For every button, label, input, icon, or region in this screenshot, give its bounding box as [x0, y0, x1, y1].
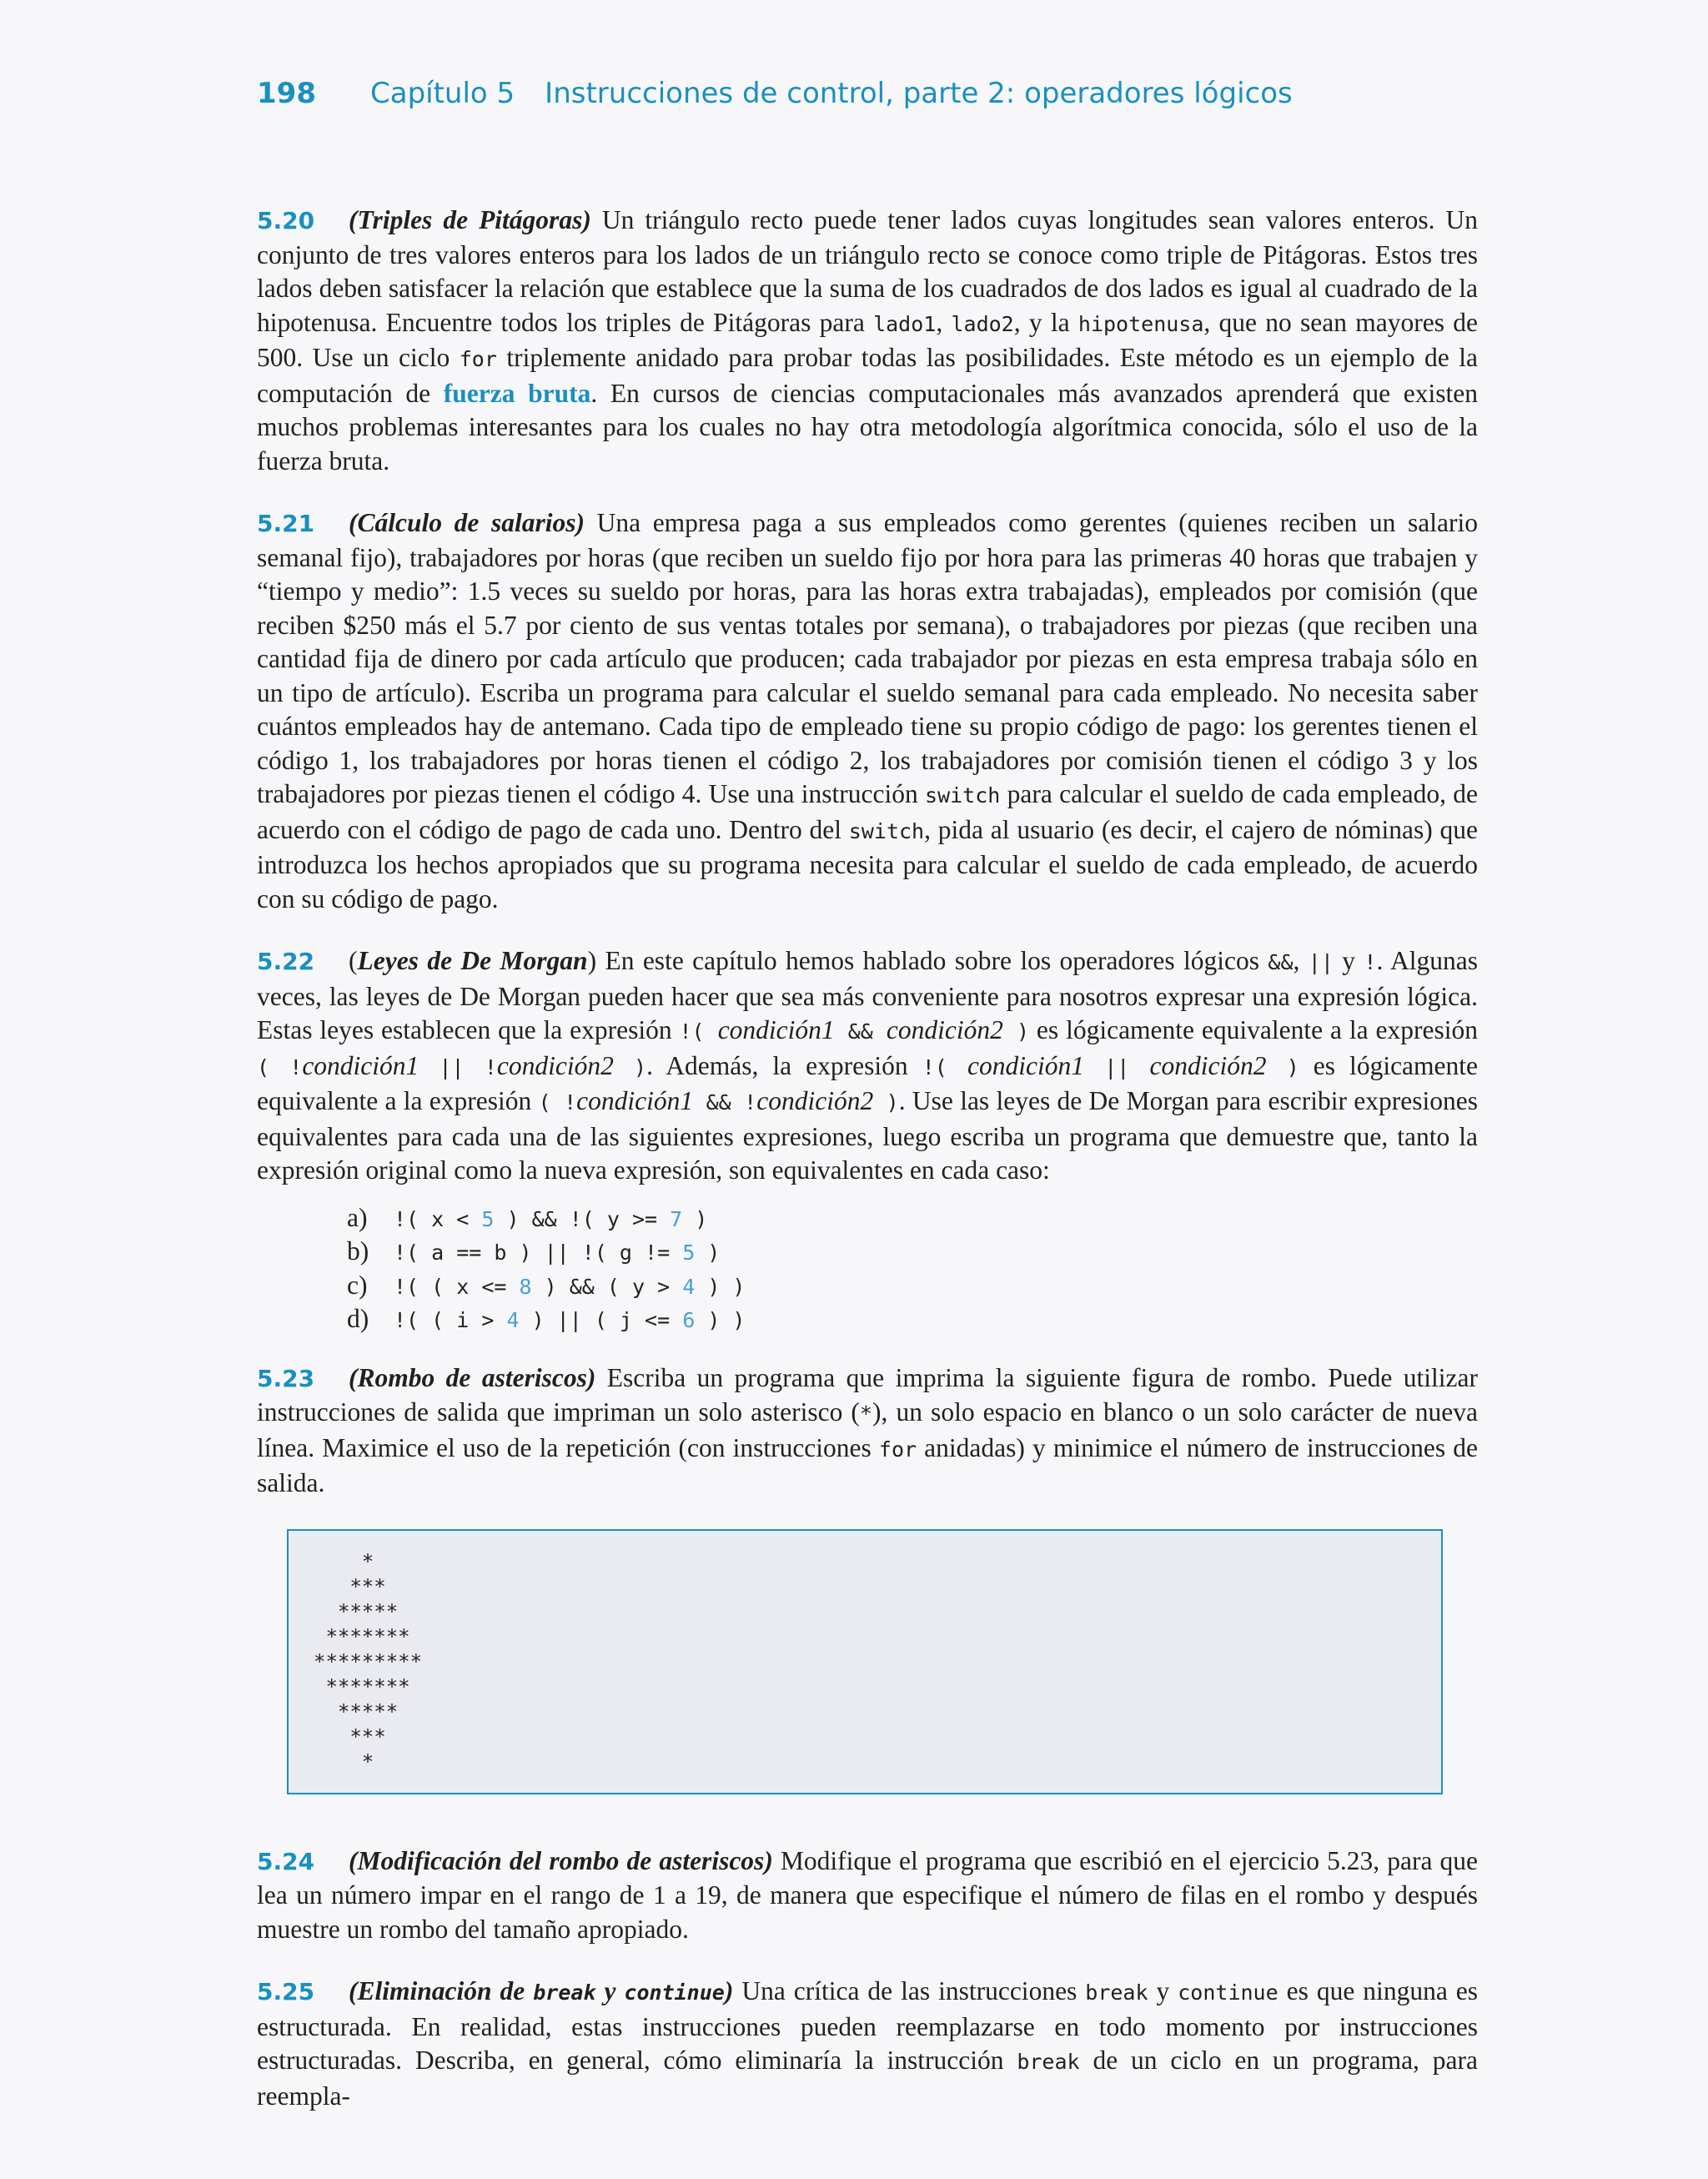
expression-item-d: d) !( ( i > 4 ) || ( j <= 6 ) )	[347, 1304, 746, 1333]
code-not-operator: !	[1364, 950, 1377, 974]
exercise-number: 5.25	[257, 1978, 315, 2005]
code-switch: switch	[848, 818, 925, 843]
expression-item-c: c) !( ( x <= 8 ) && ( y > 4 ) )	[347, 1270, 746, 1300]
code-for: for	[878, 1437, 917, 1462]
exercise-5-22: 5.22 (Leyes de De Morgan) En este capítulo hemos hablado sobre los operadores lógicos &&, || y !. Algunas veces, las leyes de De Morgan pueden hacer que sea más conveniente para nosotros expresar una expresión lógica. Estas leyes establecen que la expresión !( condición1 && condición2 ) es lógicamente equivalente a la expresión ( !condición1 || !condición2 ). Además, la expresión !( condición1 || condición2 ) es lógicamente equivalente a la expresión ( !condición1 && !condición2 ). Use las leyes de De Morgan para escribir expresiones equivalentes para cada una de las siguientes expresiones, luego escriba un programa que demuestre que, tanto la expresión original como la nueva expresión, son equivalentes en cada caso:	[257, 946, 1478, 1185]
expression-item-b: b) !( a == b ) || !( g != 5 )	[347, 1236, 721, 1266]
exercise-list	[257, 204, 1478, 2141]
code-lado1: lado1	[873, 311, 937, 336]
exercise-number: 5.22	[257, 948, 315, 975]
exercise-title: (Cálculo de salarios)	[349, 508, 585, 537]
exercise-title: (Eliminación de break y continue)	[349, 1976, 734, 2005]
diamond-output-box	[287, 1529, 1443, 1794]
exercise-title: Leyes de De Morgan	[357, 946, 588, 975]
exercise-5-20: 5.20 (Triples de Pitágoras) Un triángulo recto puede tener lados cuyas longitudes sean valores enteros. Un conjunto de tres valores enteros para los lados de un triángulo recto se conoce como triple de Pitágoras. Estos tres lados deben satisfacer la relación que establece que la suma de los cuadrados de dos lados es igual al cuadrado de la hipotenusa. Encuentre todos los triples de Pitágoras para lado1, lado2, y la hipotenusa, que no sean mayores de 500. Use un ciclo for triplemente anidado para probar todas las posibilidades. Este método es un ejemplo de la computación de fuerza bruta. En cursos de ciencias computacionales más avanzados aprenderá que existen muchos problemas interesantes para los cuales no hay otra metodología algorítmica conocida, sólo el uso de la fuerza bruta.	[257, 205, 1479, 476]
code-break: break	[1085, 1980, 1148, 2005]
code-asterisk: *	[859, 1402, 872, 1426]
code-hipotenusa: hipotenusa	[1078, 311, 1204, 336]
code-or-operator: ||	[1308, 950, 1334, 974]
chapter-title: Instrucciones de control, parte 2: operadores lógicos	[545, 77, 1293, 110]
exercise-title: (Rombo de asteriscos)	[349, 1362, 596, 1392]
exercise-number: 5.24	[257, 1847, 315, 1875]
expression-list	[347, 1201, 1478, 1336]
code-for: for	[459, 347, 497, 371]
expression-item-a: a) !( x < 5 ) && !( y >= 7 )	[347, 1202, 708, 1232]
code-continue: continue	[1178, 1980, 1278, 2005]
running-header	[257, 77, 1293, 110]
chapter-label: Capítulo 5	[370, 77, 515, 110]
exercise-number: 5.23	[257, 1364, 315, 1392]
code-switch: switch	[925, 783, 1001, 808]
exercise-5-21: 5.21 (Cálculo de salarios) Una empresa paga a sus empleados como gerentes (quienes reciben un salario semanal fijo), trabajadores por horas (que reciben un sueldo fijo por hora para las primeras 40 horas que trabajen y “tiempo y medio”: 1.5 veces su sueldo por horas, para las horas extra trabajadas), empleados por comisión (que reciben $250 más el 5.7 por ciento de sus ventas totales por semana), o trabajadores por piezas (que reciben una cantidad fija de dinero por cada artículo que producen; cada trabajador por piezas en esta empresa trabaja sólo en un tipo de artículo). Escriba un programa para calcular el sueldo semanal para cada empleado. No necesita saber cuántos empleados hay de antemano. Cada tipo de empleado tiene su propio código de pago: los gerentes tienen el código 1, los trabajadores por horas tienen el código 2, los trabajadores por comisión tienen el código 3 y los trabajadores por piezas tienen el código 4. Use una instrucción switch para calcular el sueldo de cada empleado, de acuerdo con el código de pago de cada uno. Dentro del switch, pida al usuario (es decir, el cajero de nóminas) que introduzca los hechos apropiados que su programa necesita para calcular el sueldo de cada empleado, de acuerdo con su código de pago.	[257, 508, 1478, 913]
code-break: break	[1017, 2050, 1080, 2074]
exercise-title: (Triples de Pitágoras)	[349, 205, 591, 234]
exercise-5-25: 5.25 (Eliminación de break y continue) Una crítica de las instrucciones break y continue es que ninguna es estructurada. En realidad, estas instrucciones pueden reemplazarse en todo momento por instrucciones estructuradas. Describa, en general, cómo eliminaría la instrucción break de un ciclo en un programa, para reempla-	[257, 1976, 1479, 2111]
diamond-figure: * *** ***** ******* ********* ******* ***** *** *	[314, 1549, 423, 1774]
exercise-title: (Modificación del rombo de asteriscos)	[349, 1845, 773, 1875]
code-and-operator: &&	[1268, 950, 1294, 974]
exercise-5-23: 5.23 (Rombo de asteriscos) Escriba un programa que imprima la siguiente figura de rombo. Puede utilizar instrucciones de salida que impriman un solo asterisco (*), un solo espacio en blanco o un solo carácter de nueva línea. Maximice el uso de la repetición (con instrucciones for anidadas) y minimice el número de instrucciones de salida.	[257, 1362, 1478, 1497]
exercise-5-24: 5.24 (Modificación del rombo de asteriscos) Modifique el programa que escribió en el ejercicio 5.23, para que lea un número impar en el rango de 1 a 19, de manera que especifique el número de filas en el rombo y después muestre un rombo del tamaño apropiado.	[257, 1845, 1478, 1944]
code-lado2: lado2	[951, 311, 1014, 336]
key-term: fuerza bruta	[443, 378, 591, 408]
page-number: 198	[257, 77, 316, 110]
exercise-number: 5.20	[257, 207, 315, 234]
exercise-number: 5.21	[257, 510, 315, 537]
